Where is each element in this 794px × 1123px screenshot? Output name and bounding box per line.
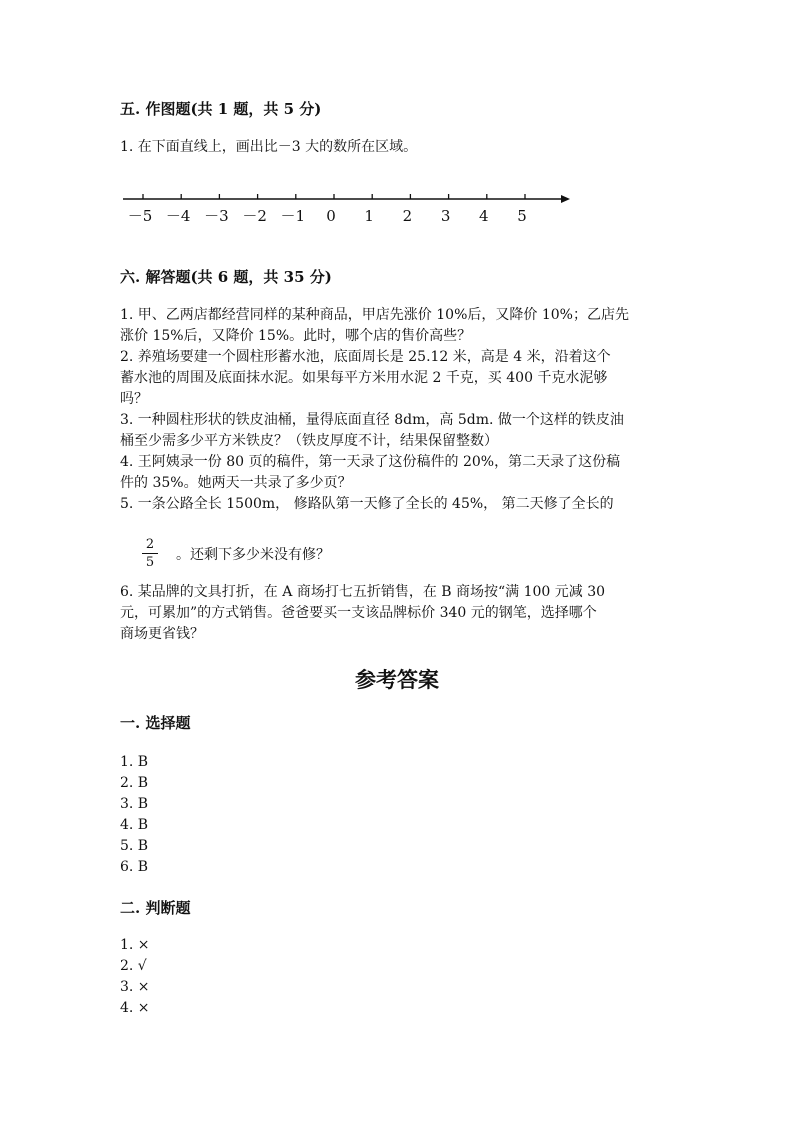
section-5-heading: 五. 作图题(共 1 题，共 5 分) bbox=[120, 100, 322, 118]
problem-1-line-2: 涨价 15%后，又降价 15%。此时，哪个店的售价高些？ bbox=[120, 328, 472, 344]
number-line-tick-label: 1 bbox=[364, 207, 374, 225]
answers-section-2-heading: 二. 判断题 bbox=[120, 899, 191, 917]
answer-1-3: 3. B bbox=[120, 796, 149, 812]
number-line-tick-label: －5 bbox=[127, 207, 153, 225]
problem-6-line-2: 元，可累加”的方式销售。爸爸要买一支该品牌标价 340 元的钢笔，选择哪个 bbox=[120, 605, 597, 621]
number-line-tick-label: 5 bbox=[517, 207, 527, 225]
number-line-tick-label: －3 bbox=[204, 207, 229, 225]
answer-2-3: 3. × bbox=[120, 979, 150, 995]
answers-section-1-heading: 一. 选择题 bbox=[120, 714, 191, 732]
problem-5-line-2: 。还剩下多少米没有修？ bbox=[176, 547, 330, 563]
problem-3-line-1: 3. 一种圆柱形状的铁皮油桶，量得底面直径 8dm，高 5dm. 做一个这样的铁皮油 bbox=[120, 412, 624, 428]
answer-1-2: 2. B bbox=[120, 775, 149, 791]
answer-2-4: 4. × bbox=[120, 1000, 150, 1016]
number-line-tick-label: －4 bbox=[165, 207, 191, 225]
number-line-arrowhead bbox=[561, 195, 570, 203]
answers-title: 参考答案 bbox=[355, 667, 439, 692]
problem-2-line-1: 2. 养殖场要建一个圆柱形蓄水池，底面周长是 25.12 米，高是 4 米，沿着这个 bbox=[120, 349, 611, 365]
problem-3-line-2: 桶至少需多少平方米铁皮？（铁皮厚度不计，结果保留整数） bbox=[120, 433, 498, 449]
number-line-tick-label: －1 bbox=[280, 207, 306, 225]
answer-1-5: 5. B bbox=[120, 838, 149, 854]
answer-1-6: 6. B bbox=[120, 859, 149, 875]
problem-2-line-3: 吗？ bbox=[120, 391, 148, 407]
fraction-denominator: 5 bbox=[145, 555, 155, 570]
answer-2-2: 2. √ bbox=[120, 958, 147, 974]
problem-6-line-3: 商场更省钱？ bbox=[120, 626, 204, 642]
number-line-tick-label: 0 bbox=[326, 207, 336, 225]
problem-5-line-1: 5. 一条公路全长 1500m， 修路队第一天修了全长的 45%， 第二天修了全长的 bbox=[120, 496, 614, 512]
problem-5-fraction bbox=[142, 537, 158, 570]
number-line-tick-label: 4 bbox=[479, 207, 489, 225]
section-6-heading: 六. 解答题(共 6 题，共 35 分) bbox=[120, 268, 332, 286]
number-line-tick-label: 2 bbox=[402, 207, 413, 225]
number-line-tick-label: 3 bbox=[440, 207, 451, 225]
problem-4-line-1: 4. 王阿姨录一份 80 页的稿件，第一天录了这份稿件的 20%，第二天录了这份稿 bbox=[120, 454, 621, 470]
problem-6-line-1: 6. 某品牌的文具打折，在 A 商场打七五折销售，在 B 商场按“满 100 元减 30 bbox=[120, 584, 606, 600]
section-5-question-1: 1. 在下面直线上，画出比－3 大的数所在区域。 bbox=[120, 139, 418, 155]
answer-1-1: 1. B bbox=[120, 754, 149, 770]
fraction-numerator: 2 bbox=[145, 537, 155, 552]
answer-1-4: 4. B bbox=[120, 817, 149, 833]
number-line-tick-label: －2 bbox=[242, 207, 267, 225]
problem-1-line-1: 1. 甲、乙两店都经营同样的某种商品，甲店先涨价 10%后，又降价 10%；乙店先 bbox=[120, 307, 629, 323]
answer-2-1: 1. × bbox=[120, 937, 150, 953]
fraction-bar bbox=[142, 553, 158, 554]
number-line bbox=[0, 175, 794, 235]
problem-4-line-2: 件的 35%。她两天一共录了多少页？ bbox=[120, 475, 352, 491]
problem-2-line-2: 蓄水池的周围及底面抹水泥。如果每平方米用水泥 2 千克，买 400 千克水泥够 bbox=[120, 370, 608, 386]
